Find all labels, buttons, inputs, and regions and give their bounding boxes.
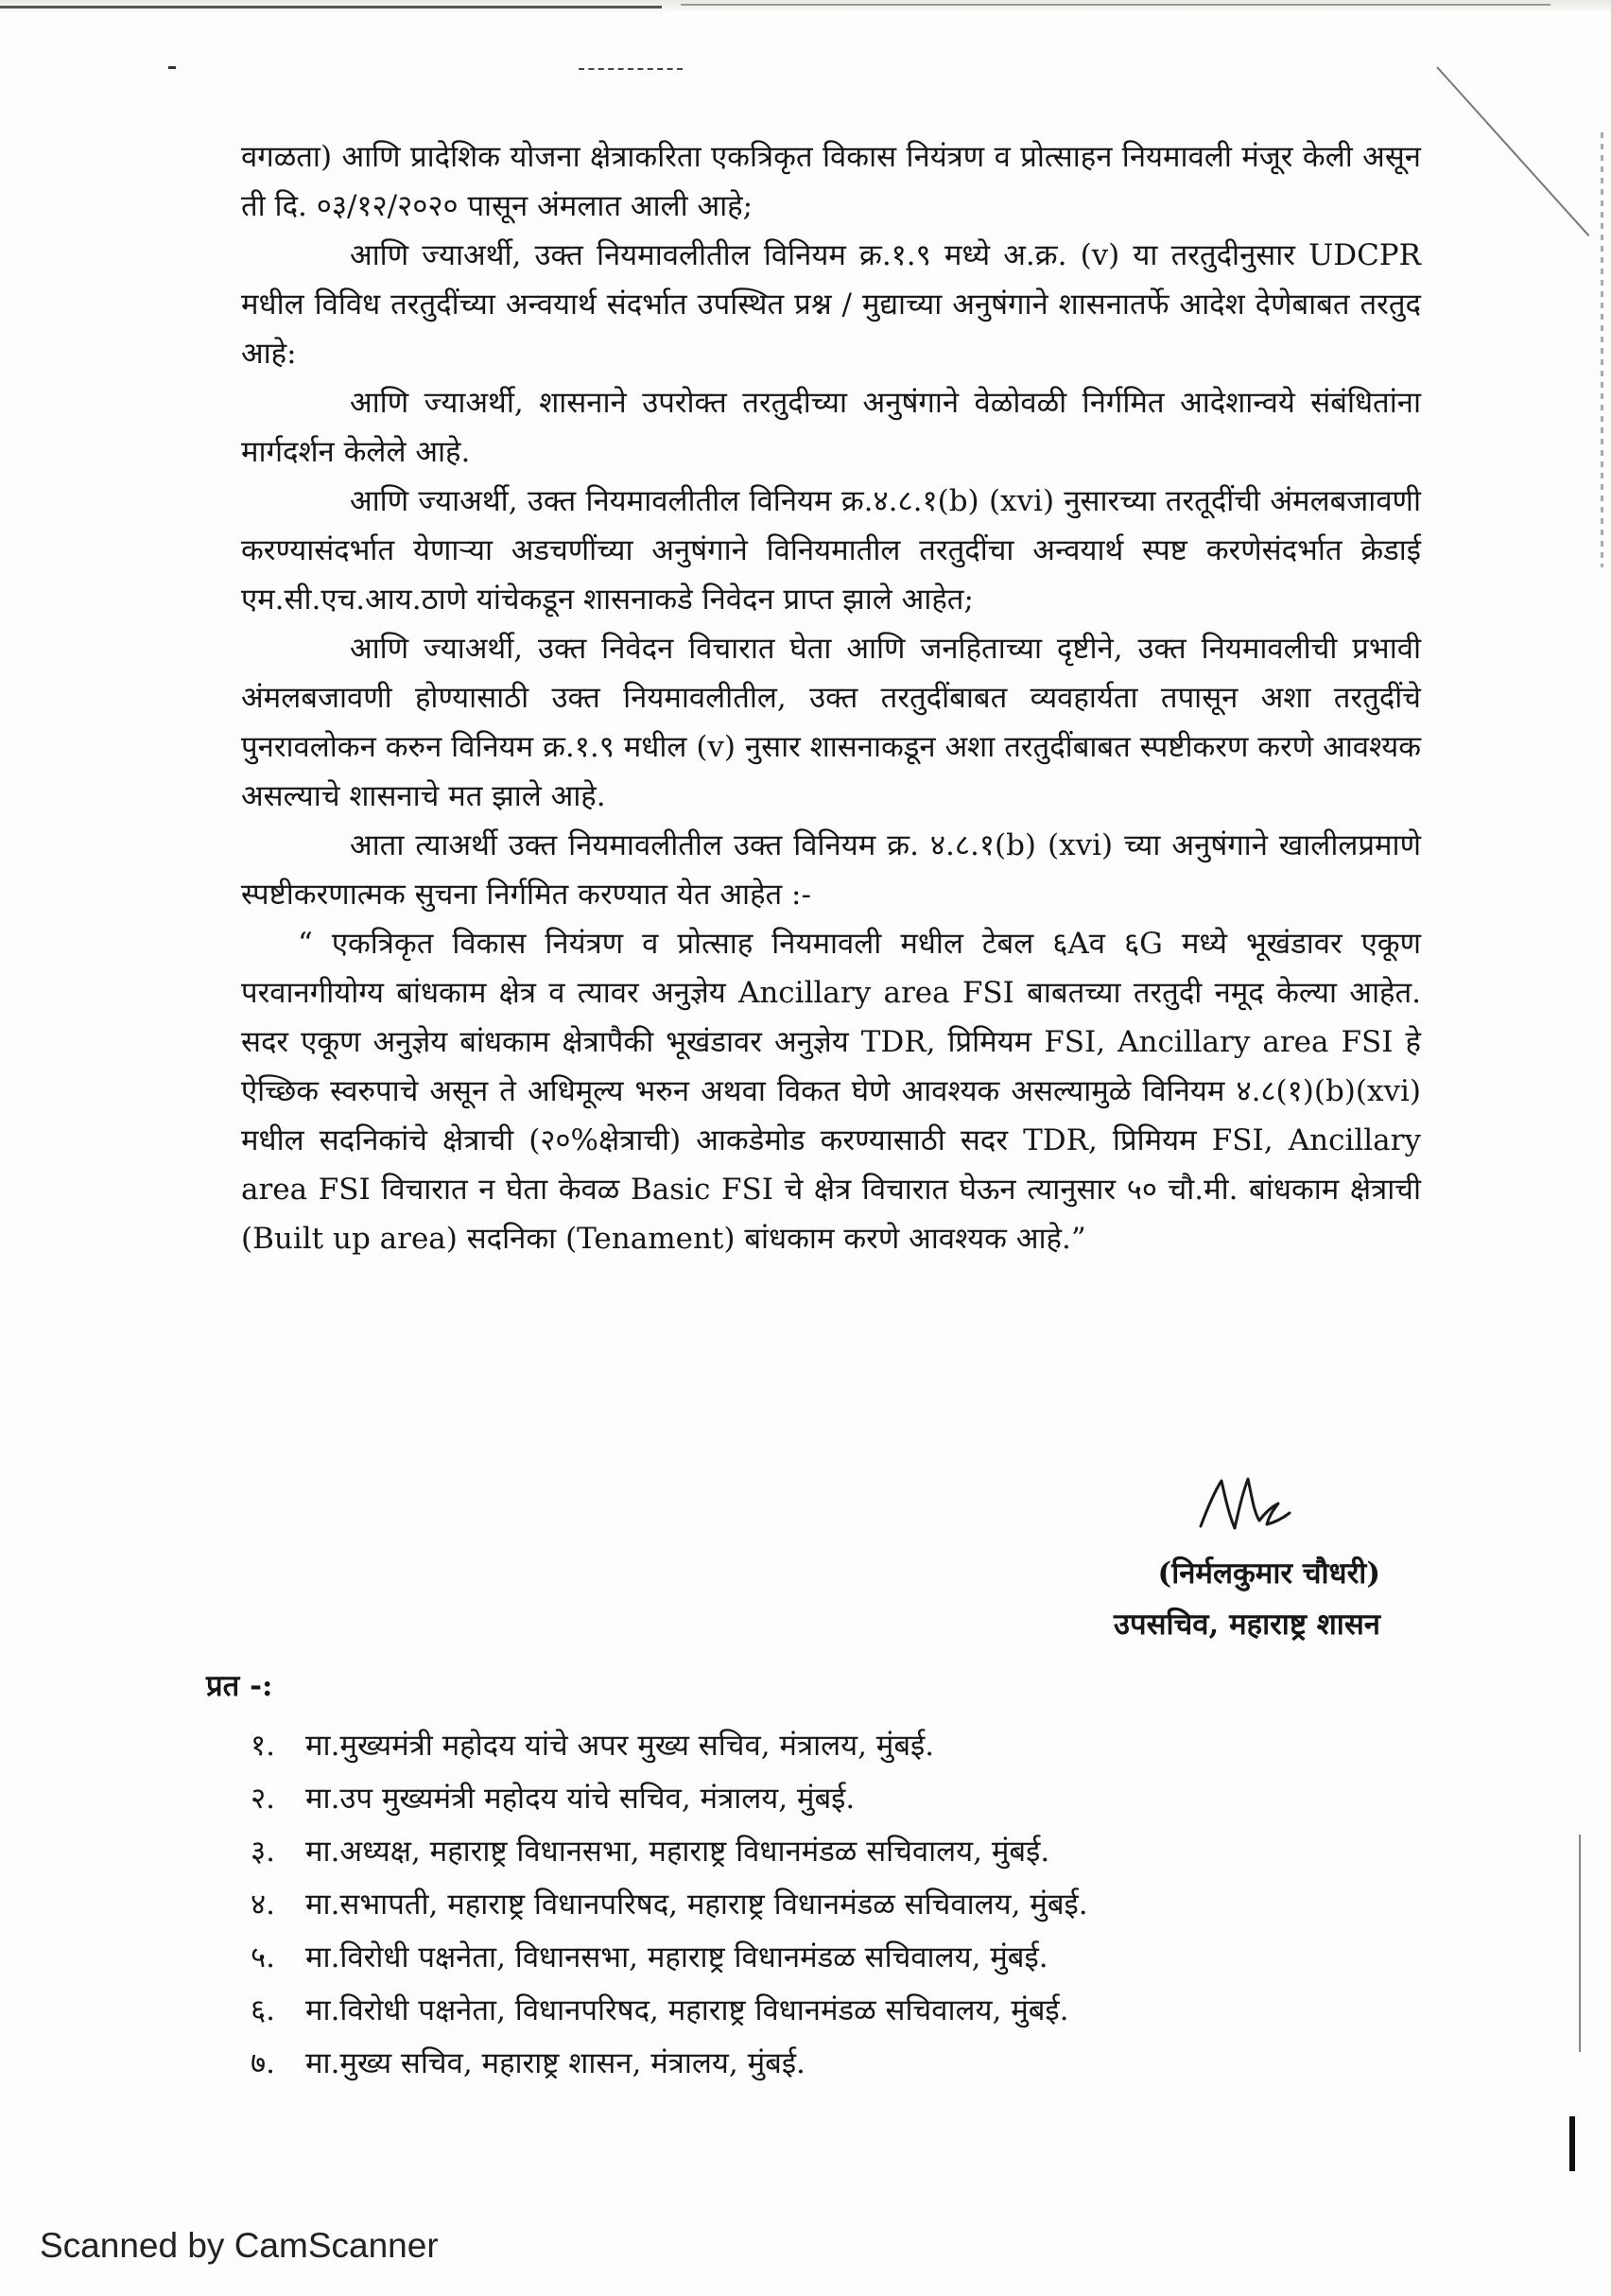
copy-to-number: ५. (251, 1940, 275, 1974)
quoted-instruction: “ एकत्रिकृत विकास नियंत्रण व प्रोत्साह नियमावली मधील टेबल ६Aव ६G मध्ये भूखंडावर एकूण परवानगीयोग्य बांधकाम क्षेत्र व त्यावर अनुज्ञेय Ancillary area FSI बाबतच्या तरतुदी नमूद केल्या आहेत. सदर एकूण अनुज्ञेय बांधकाम क्षेत्रापैकी भूखंडावर अनुज्ञेय TDR, प्रिमियम FSI, Ancillary area FSI हे ऐच्छिक स्वरुपाचे असून ते अधिमूल्य भरुन अथवा विकत घेणे आवश्यक असल्यामुळे विनियम ४.८(१)(b)(xvi) मधील सदनिकांचे क्षेत्राची (२०%क्षेत्राची) आकडेमोड करण्यासाठी सदर TDR, प्रिमियम FSI, Ancillary area FSI विचारात न घेता केवळ Basic FSI चे क्षेत्र विचारात घेऊन त्यानुसार ५० चौ.मी. बांधकाम क्षेत्राची (Built up area) सदनिका (Tenament) बांधकाम करणे आवश्यक आहे.” (241, 927, 1421, 1256)
copy-to-item (251, 1878, 1291, 1931)
copy-to-number: ६. (251, 1993, 275, 2027)
paragraph-3: आणि ज्याअर्थी, शासनाने उपरोक्त तरतुदीच्या अनुषंगाने वेळोवळी निर्गमित आदेशान्वये संबंधितांना मार्गदर्शन केलेले आहे. (241, 386, 1421, 469)
copy-to-text: मा.मुख्य सचिव, महाराष्ट्र शासन, मंत्रालय, मुंबई. (305, 2046, 806, 2080)
scan-right-edge (1601, 132, 1603, 567)
scan-speck (168, 66, 176, 69)
copy-to-item (251, 1719, 1291, 1772)
copy-to-number: ७. (251, 2046, 275, 2080)
copy-to-number: १. (251, 1729, 275, 1763)
copy-to-text: मा.अध्यक्ष, महाराष्ट्र विधानसभा, महाराष्ट्र विधानमंडळ सचिवालय, मुंबई. (305, 1835, 1050, 1869)
paragraph-2: आणि ज्याअर्थी, उक्त नियमावलीतील विनियम क्र.१.९ मध्ये अ.क्र. (v) या तरतुदीनुसार UDCPR मधील विविध तरतुदींच्या अन्वयार्थ संदर्भात उपस्थित प्रश्न / मुद्याच्या अनुषंगाने शासनातर्फे आदेश देणेबाबत तरतुद आहे: (241, 238, 1421, 371)
paragraph-4: आणि ज्याअर्थी, उक्त नियमावलीतील विनियम क्र.४.८.१(b) (xvi) नुसारच्या तरतूदींची अंमलबजावणी करण्यासंदर्भात येणाऱ्या अडचणींच्या अनुषंगाने विनियमातील तरतुदींचा अन्वयार्थ स्पष्ट करणेसंदर्भात क्रेडाई एम.सी.एच.आय.ठाणे यांचेकडून शासनाकडे निवेदन प्राप्त झाले आहेत; (241, 484, 1421, 617)
copy-to-text: मा.सभापती, महाराष्ट्र विधानपरिषद, महाराष्ट्र विधानमंडळ सचिवालय, मुंबई. (305, 1887, 1088, 1922)
copy-to-text: मा.उप मुख्यमंत्री महोदय यांचे सचिव, मंत्रालय, मुंबई. (305, 1782, 856, 1816)
copy-to-text: मा.विरोधी पक्षनेता, विधानपरिषद, महाराष्ट्र विधानमंडळ सचिवालय, मुंबई. (305, 1993, 1069, 2027)
copy-to-text: मा.विरोधी पक्षनेता, विधानसभा, महाराष्ट्र विधानमंडळ सचिवालय, मुंबई. (305, 1940, 1048, 1974)
scan-dash-mark (579, 68, 683, 72)
signatory-name: (निर्मलकुमार चौधरी) (1157, 1557, 1380, 1591)
scan-top-line-faint (681, 4, 1550, 6)
signatory-designation: उपसचिव, महाराष्ट्र शासन (1114, 1608, 1380, 1642)
scan-margin-line (1579, 1835, 1581, 2052)
copy-to-number: २. (251, 1782, 275, 1816)
copy-to-item (251, 1984, 1291, 2037)
paragraph-6: आता त्याअर्थी उक्त नियमावलीतील उक्त विनियम क्र. ४.८.१(b) (xvi) च्या अनुषंगाने खालीलप्रमाणे स्पष्टीकरणात्मक सुचना निर्गमित करण्यात येत आहेत :- (241, 828, 1421, 912)
copy-to-number: ३. (251, 1835, 275, 1869)
copy-to-item (251, 2037, 1291, 2090)
body-text (241, 132, 1421, 1263)
copy-to-item (251, 1772, 1291, 1825)
camscanner-watermark: Scanned by CamScanner (40, 2226, 439, 2265)
scan-fold-line (1436, 66, 1589, 236)
paragraph-1: वगळता) आणि प्रादेशिक योजना क्षेत्राकरिता एकत्रिकृत विकास नियंत्रण व प्रोत्साहन नियमावली मंजूर केली असून ती दि. ०३/१२/२०२० पासून अंमलात आली आहे; (241, 140, 1421, 223)
copy-to-item (251, 1825, 1291, 1878)
copy-to-list (251, 1719, 1291, 2090)
scan-top-line (0, 6, 662, 9)
signature-scribble (1193, 1466, 1307, 1541)
copy-to-text: मा.मुख्यमंत्री महोदय यांचे अपर मुख्य सचिव, मंत्रालय, मुंबई. (305, 1729, 935, 1763)
scan-edge-bar (1569, 2116, 1575, 2171)
copy-to-number: ४. (251, 1887, 275, 1922)
copy-to-item (251, 1931, 1291, 1984)
paragraph-5: आणि ज्याअर्थी, उक्त निवेदन विचारात घेता आणि जनहिताच्या दृष्टीने, उक्त नियमावलीची प्रभावी अंमलबजावणी होण्यासाठी उक्त नियमावलीतील, उक्त तरतुदींबाबत व्यवहार्यता तपासून अशा तरतुदींचे पुनरावलोकन करुन विनियम क्र.१.९ मधील (v) नुसार शासनाकडून अशा तरतुदींबाबत स्पष्टीकरण करणे आवश्यक असल्याचे शासनाचे मत झाले आहे. (241, 632, 1421, 813)
copy-to-label: प्रत -: (206, 1669, 273, 1703)
